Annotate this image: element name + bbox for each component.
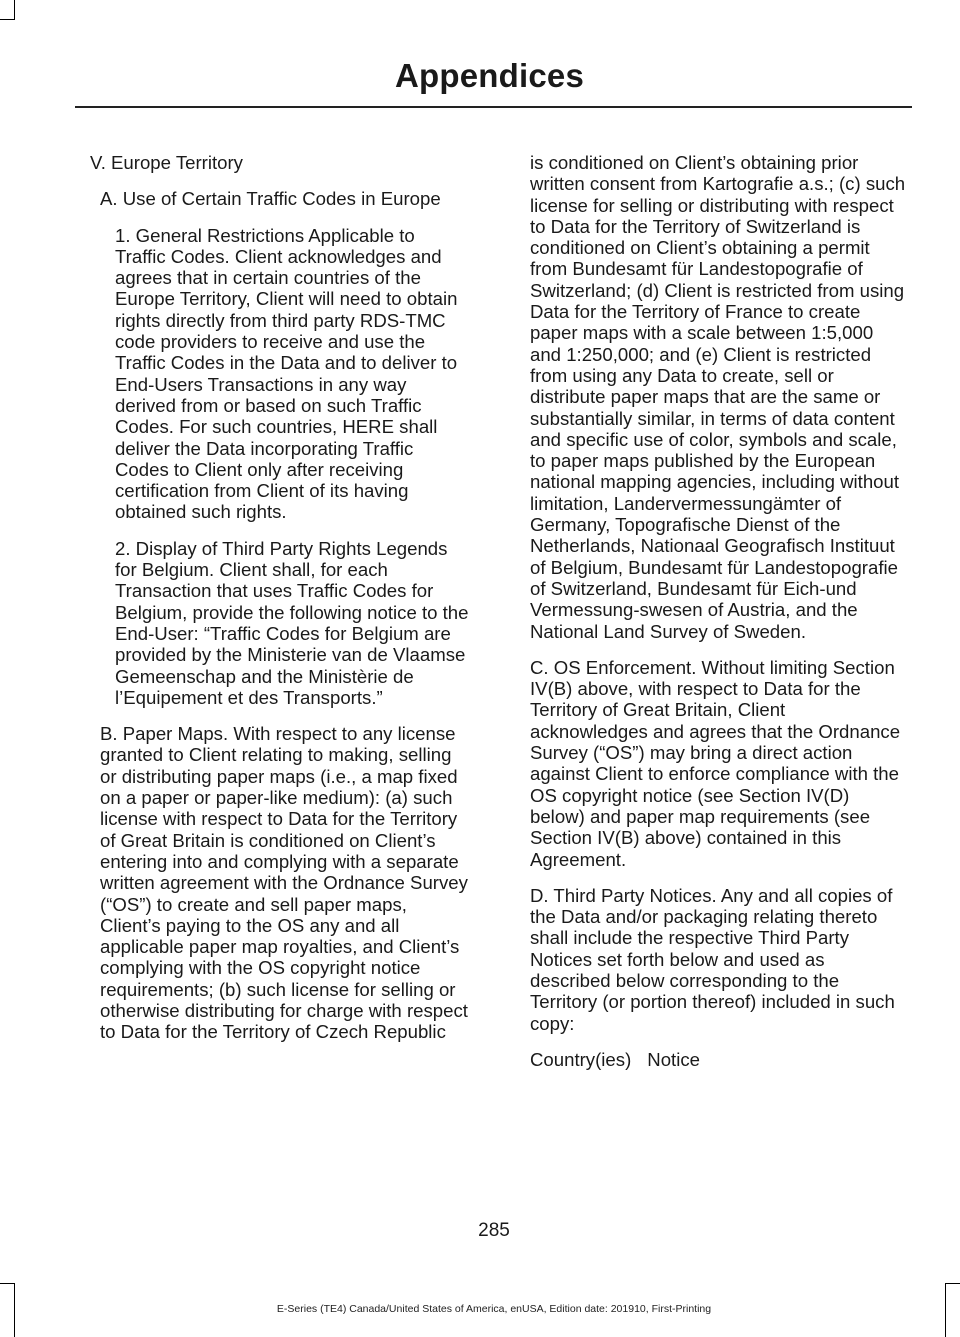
- notice-table-col-country: Country(ies): [530, 1048, 632, 1070]
- paragraph: 1. General Restrictions Applicable to Traffic Codes. Client acknowledges and agrees that in certain countries of the Europe Territory, Client will need to obtain rights directly from third party RDS-TMC code providers to receive and use the Traffic Codes in the Data and to deliver to End-Users Transactions in any way derived from or based on such Traffic Codes. For such countries, HERE shall deliver the Data incorporating Traffic Codes to Client only after receiving certification from Client of its having obtained such rights.: [115, 224, 458, 523]
- notice-table-header: [530, 1049, 906, 1070]
- page-number: 285: [478, 1220, 510, 1241]
- left-column: [90, 152, 470, 1043]
- crop-mark-bottom-left-h: [0, 1283, 14, 1284]
- paragraph: 2. Display of Third Party Rights Legends for Belgium. Client shall, for each Transaction that uses Traffic Codes for Belgium, provide the following notice to the End-User: “Traffic Codes for Belgium are provided by the Ministerie van de Vlaamse Gemeenschap and the Ministèrie de l’Equipement et des Transports.”: [115, 537, 469, 708]
- crop-mark-bottom-right-h: [946, 1283, 960, 1284]
- notice-table-col-notice: Notice: [647, 1048, 700, 1070]
- header-rule: [75, 106, 912, 108]
- crop-mark-top-left: [14, 0, 15, 20]
- paragraph: B. Paper Maps. With respect to any license granted to Client relating to making, selling or distributing paper maps (i.e., a map fixed on a paper or paper-like medium): (a) such license with respect to Data for the Territory of Great Britain is conditioned on Client’s entering into and complying with a separate written agreement with the Ordnance Survey (“OS”) to create and sell paper maps, Client’s paying to the OS any and all applicable paper map royalties, and Client’s complying with the OS copyright notice requirements; (b) such license for selling or otherwise distributing for charge with respect to Data for the Territory of Czech Republic: [100, 723, 468, 1043]
- right-column: [530, 152, 906, 1070]
- footer-edition: E-Series (TE4) Canada/United States of America, enUSA, Edition date: 201910, First-Printing: [276, 1303, 712, 1315]
- subsection-heading: A. Use of Certain Traffic Codes in Europe: [100, 188, 441, 210]
- paragraph: D. Third Party Notices. Any and all copies of the Data and/or packaging relating thereto shall include the respective Third Party Notices set forth below and used as described below corresponding to the Territory (or portion thereof) included in such copy:: [530, 884, 895, 1034]
- section-heading: V. Europe Territory: [90, 152, 243, 173]
- paragraph: is conditioned on Client’s obtaining prior written consent from Kartografie a.s.; (c) such license for selling or distributing with respect to Data for the Territory of Switzerland is conditioned on Client’s obtaining a permit from Bundesamt für Landestopografie of Switzerland; (d) Client is restricted from using Data for the Territory of France to create paper maps with a scale between 1:5,000 and 1:250,000; and (e) Client is restricted from using any Data to create, sell or distribute paper maps that are the same or substantially similar, in terms of data content and specific use of color, symbols and scale, to paper maps published by the European national mapping agencies, including without limitation, Landervermessungämter of Germany, Topografische Dienst of the Netherlands, Nationaal Geografisch Instituut of Belgium, Bundesamt für Landestopografie of Switzerland, Bundesamt für Eich-und Vermessung-swesen of Austria, and the National Land Survey of Sweden.: [530, 152, 906, 642]
- paragraph: C. OS Enforcement. Without limiting Section IV(B) above, with respect to Data for the Territory of Great Britain, Client acknowledges and agrees that the Ordnance Survey (“OS”) may bring a direct action against Client to enforce compliance with the OS copyright notice (see Section IV(D) below) and paper map requirements (see Section IV(B) above) contained in this Agreement.: [530, 656, 901, 870]
- page-header-title: Appendices: [394, 57, 584, 94]
- crop-mark-top-left-h: [0, 19, 14, 20]
